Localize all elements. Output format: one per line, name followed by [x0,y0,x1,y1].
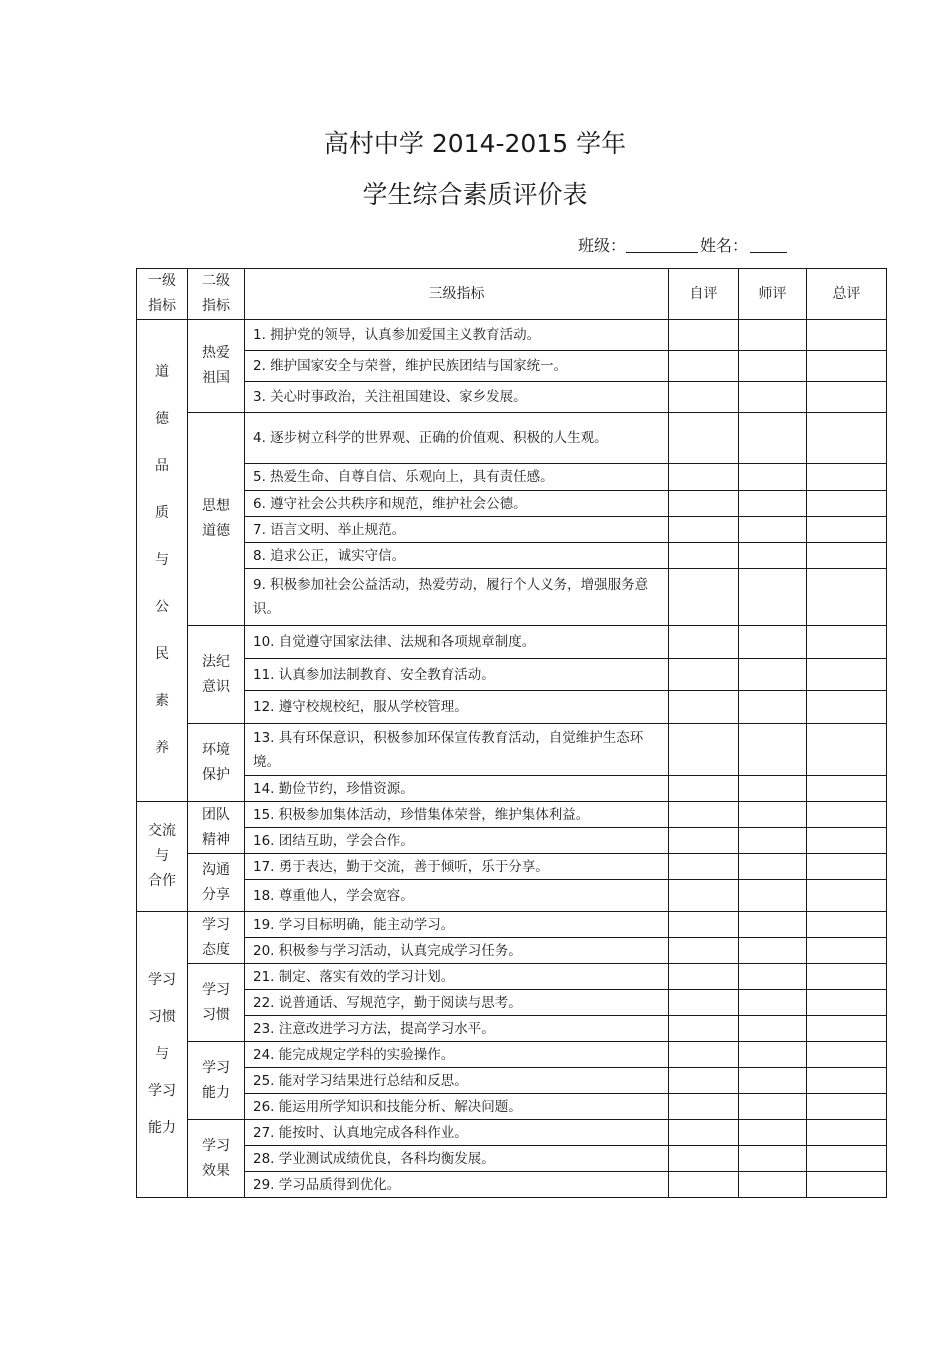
item-text: 4. 逐步树立科学的世界观、正确的价值观、积极的人生观。 [245,413,669,464]
sub-outcome: 学习 效果 [188,1120,245,1198]
self-score-cell[interactable] [669,912,739,938]
total-score-cell[interactable] [807,351,887,382]
self-score-cell[interactable] [669,776,739,802]
item-text: 16. 团结互助，学会合作。 [245,828,669,854]
total-score-cell[interactable] [807,724,887,776]
table-row [137,413,887,464]
teacher-score-cell[interactable] [739,517,807,543]
table-row [137,382,887,413]
self-score-cell[interactable] [669,491,739,517]
item-text: 5. 热爱生命、自尊自信、乐观向上，具有责任感。 [245,464,669,491]
sub-ability: 学习 能力 [188,1042,245,1120]
total-score-cell[interactable] [807,1172,887,1198]
self-score-cell[interactable] [669,1042,739,1068]
self-score-cell[interactable] [669,1094,739,1120]
table-row [137,1068,887,1094]
total-score-cell[interactable] [807,517,887,543]
teacher-score-cell[interactable] [739,491,807,517]
table-row [137,828,887,854]
total-score-cell[interactable] [807,990,887,1016]
teacher-score-cell[interactable] [739,1146,807,1172]
teacher-score-cell[interactable] [739,1172,807,1198]
table-row [137,912,887,938]
item-text: 14. 勤俭节约，珍惜资源。 [245,776,669,802]
table-row [137,569,887,626]
self-score-cell[interactable] [669,938,739,964]
teacher-score-cell[interactable] [739,724,807,776]
total-score-cell[interactable] [807,776,887,802]
teacher-score-cell[interactable] [739,543,807,569]
table-row [137,1094,887,1120]
total-score-cell[interactable] [807,543,887,569]
self-score-cell[interactable] [669,854,739,880]
table-row [137,659,887,691]
table-row [137,543,887,569]
total-score-cell[interactable] [807,938,887,964]
header-row [137,269,887,320]
item-text: 13. 具有环保意识，积极参加环保宣传教育活动，自觉维护生态环境。 [245,724,669,776]
table-row [137,880,887,912]
item-text: 9. 积极参加社会公益活动，热爱劳动，履行个人义务，增强服务意识。 [245,569,669,626]
teacher-score-cell[interactable] [739,964,807,990]
sub-environment: 环境 保护 [188,724,245,802]
total-score-cell[interactable] [807,964,887,990]
teacher-score-cell[interactable] [739,802,807,828]
table-row [137,1120,887,1146]
form-title: 学生综合素质评价表 [362,180,588,209]
item-text: 2. 维护国家安全与荣誉，维护民族团结与国家统一。 [245,351,669,382]
table-row [137,1042,887,1068]
teacher-score-cell[interactable] [739,413,807,464]
total-score-cell[interactable] [807,1042,887,1068]
item-text: 15. 积极参加集体活动，珍惜集体荣誉，维护集体利益。 [245,802,669,828]
self-score-cell[interactable] [669,320,739,351]
name-label: 姓名： [700,236,749,255]
sub-law: 法纪 意识 [188,626,245,724]
school-title: 高村中学 2014-2015 学年 [323,129,627,158]
class-label: 班级： [578,236,627,255]
total-score-cell[interactable] [807,691,887,724]
total-score-cell[interactable] [807,382,887,413]
item-text: 12. 遵守校规校纪，服从学校管理。 [245,691,669,724]
class-blank[interactable] [626,236,698,253]
class-name-line [578,233,787,256]
teacher-score-cell[interactable] [739,464,807,491]
self-score-cell[interactable] [669,351,739,382]
table-row [137,802,887,828]
item-text: 21. 制定、落实有效的学习计划。 [245,964,669,990]
sub-ideology: 思想 道德 [188,413,245,626]
self-score-cell[interactable] [669,691,739,724]
teacher-score-cell[interactable] [739,1016,807,1042]
item-text: 10. 自觉遵守国家法律、法规和各项规章制度。 [245,626,669,659]
sub-patriotism: 热爱 祖国 [188,320,245,413]
table-row [137,517,887,543]
teacher-score-cell[interactable] [739,880,807,912]
teacher-score-cell[interactable] [739,320,807,351]
item-text: 23. 注意改进学习方法，提高学习水平。 [245,1016,669,1042]
self-score-cell[interactable] [669,543,739,569]
item-text: 17. 勇于表达，勤于交流，善于倾听，乐于分享。 [245,854,669,880]
self-score-cell[interactable] [669,413,739,464]
teacher-score-cell[interactable] [739,990,807,1016]
teacher-score-cell[interactable] [739,351,807,382]
total-score-cell[interactable] [807,1146,887,1172]
evaluation-table [136,268,887,1198]
total-score-cell[interactable] [807,626,887,659]
sub-sharing: 沟通 分享 [188,854,245,912]
item-text: 20. 积极参与学习活动，认真完成学习任务。 [245,938,669,964]
teacher-score-cell[interactable] [739,691,807,724]
name-blank[interactable] [750,236,787,253]
table-row [137,491,887,517]
item-text: 26. 能运用所学知识和技能分析、解决问题。 [245,1094,669,1120]
self-score-cell[interactable] [669,1068,739,1094]
teacher-score-cell[interactable] [739,854,807,880]
header-self: 自评 [669,269,739,320]
total-score-cell[interactable] [807,491,887,517]
header-level2: 二级 指标 [188,269,245,320]
table-row [137,1172,887,1198]
item-text: 8. 追求公正，诚实守信。 [245,543,669,569]
item-text: 18. 尊重他人，学会宽容。 [245,880,669,912]
teacher-score-cell[interactable] [739,1068,807,1094]
group-learning: 学习 习惯 与 学习 能力 [137,912,188,1198]
total-score-cell[interactable] [807,828,887,854]
total-score-cell[interactable] [807,1016,887,1042]
table-row [137,938,887,964]
teacher-score-cell[interactable] [739,659,807,691]
sub-teamwork: 团队 精神 [188,802,245,854]
total-score-cell[interactable] [807,854,887,880]
table-row [137,854,887,880]
total-score-cell[interactable] [807,464,887,491]
sub-attitude: 学习 态度 [188,912,245,964]
item-text: 22. 说普通话、写规范字，勤于阅读与思考。 [245,990,669,1016]
teacher-score-cell[interactable] [739,1120,807,1146]
total-score-cell[interactable] [807,659,887,691]
self-score-cell[interactable] [669,626,739,659]
self-score-cell[interactable] [669,828,739,854]
self-score-cell[interactable] [669,464,739,491]
self-score-cell[interactable] [669,990,739,1016]
total-score-cell[interactable] [807,802,887,828]
teacher-score-cell[interactable] [739,938,807,964]
item-text: 11. 认真参加法制教育、安全教育活动。 [245,659,669,691]
total-score-cell[interactable] [807,1120,887,1146]
self-score-cell[interactable] [669,659,739,691]
item-text: 27. 能按时、认真地完成各科作业。 [245,1120,669,1146]
table-row [137,724,887,776]
teacher-score-cell[interactable] [739,776,807,802]
teacher-score-cell[interactable] [739,1094,807,1120]
item-text: 29. 学习品质得到优化。 [245,1172,669,1198]
item-text: 3. 关心时事政治，关注祖国建设、家乡发展。 [245,382,669,413]
total-score-cell[interactable] [807,1068,887,1094]
table-row [137,691,887,724]
item-text: 7. 语言文明、举止规范。 [245,517,669,543]
total-score-cell[interactable] [807,320,887,351]
self-score-cell[interactable] [669,964,739,990]
teacher-score-cell[interactable] [739,828,807,854]
table-row [137,1146,887,1172]
self-score-cell[interactable] [669,382,739,413]
group-communication: 交流 与 合作 [137,802,188,912]
table-row [137,1016,887,1042]
item-text: 19. 学习目标明确，能主动学习。 [245,912,669,938]
self-score-cell[interactable] [669,880,739,912]
self-score-cell[interactable] [669,724,739,776]
table-row [137,626,887,659]
self-score-cell[interactable] [669,1120,739,1146]
self-score-cell[interactable] [669,802,739,828]
group-moral: 道 德 品 质 与 公 民 素 养 [137,320,188,802]
teacher-score-cell[interactable] [739,912,807,938]
table-row [137,464,887,491]
item-text: 1. 拥护党的领导，认真参加爱国主义教育活动。 [245,320,669,351]
table-row [137,964,887,990]
teacher-score-cell[interactable] [739,1042,807,1068]
header-teacher: 师评 [739,269,807,320]
total-score-cell[interactable] [807,413,887,464]
teacher-score-cell[interactable] [739,569,807,626]
self-score-cell[interactable] [669,517,739,543]
item-text: 24. 能完成规定学科的实验操作。 [245,1042,669,1068]
total-score-cell[interactable] [807,880,887,912]
table-row [137,990,887,1016]
total-score-cell[interactable] [807,569,887,626]
self-score-cell[interactable] [669,569,739,626]
teacher-score-cell[interactable] [739,626,807,659]
header-total: 总评 [807,269,887,320]
header-level3: 三级指标 [245,269,669,320]
total-score-cell[interactable] [807,1094,887,1120]
item-text: 25. 能对学习结果进行总结和反思。 [245,1068,669,1094]
item-text: 6. 遵守社会公共秩序和规范，维护社会公德。 [245,491,669,517]
sub-habits: 学习 习惯 [188,964,245,1042]
table-row [137,351,887,382]
total-score-cell[interactable] [807,912,887,938]
teacher-score-cell[interactable] [739,382,807,413]
table-row [137,776,887,802]
item-text: 28. 学业测试成绩优良，各科均衡发展。 [245,1146,669,1172]
self-score-cell[interactable] [669,1146,739,1172]
table-row [137,320,887,351]
self-score-cell[interactable] [669,1172,739,1198]
header-level1: 一级 指标 [137,269,188,320]
self-score-cell[interactable] [669,1016,739,1042]
